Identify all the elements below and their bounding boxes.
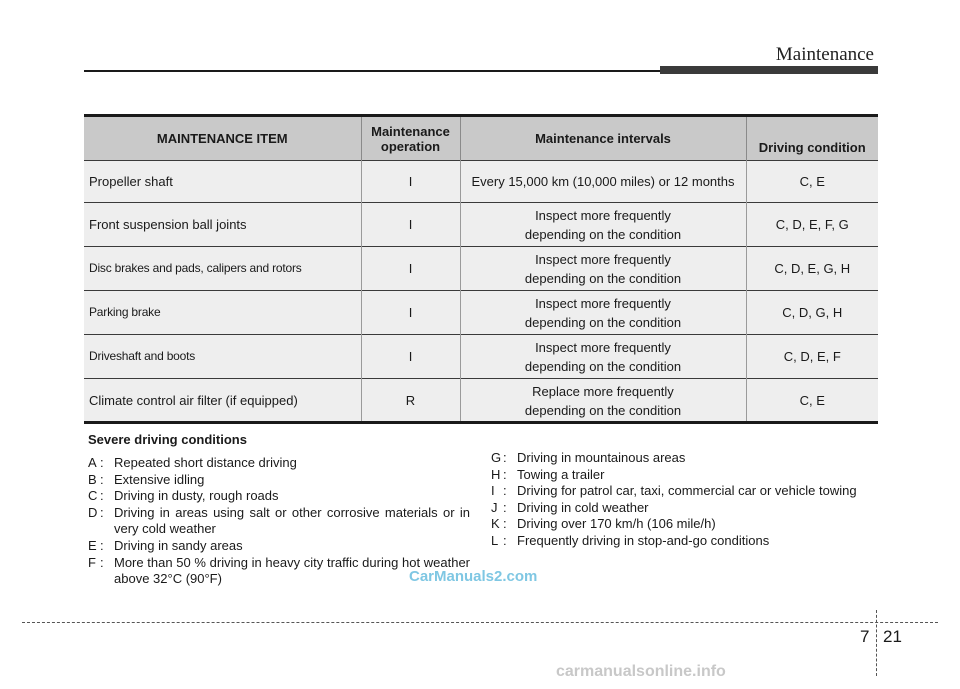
condition-item: D : Driving in areas using salt or other corrosive materials or in very cold weather bbox=[88, 504, 470, 537]
condition-text: Driving in sandy areas bbox=[114, 537, 243, 553]
chapter-number: 7 bbox=[860, 627, 870, 646]
operation-cell: I bbox=[361, 161, 460, 203]
operation-cell: I bbox=[361, 247, 460, 291]
severe-conditions-right bbox=[491, 450, 886, 550]
condition-text: Towing a trailer bbox=[517, 466, 605, 482]
condition-item: K : Driving over 170 km/h (106 mile/h) bbox=[491, 516, 886, 533]
condition-item: C : Driving in dusty, rough roads bbox=[88, 488, 470, 505]
item-cell: Parking brake bbox=[84, 291, 361, 335]
header-maintenance-operation: Maintenance operation bbox=[361, 116, 460, 161]
condition-letter: K bbox=[491, 516, 500, 532]
interval-cell bbox=[460, 161, 746, 203]
condition-letter: F bbox=[88, 554, 96, 570]
watermark-link[interactable]: CarManuals2.com bbox=[409, 568, 538, 585]
table-row bbox=[84, 161, 878, 203]
condition-cell: C, D, E, G, H bbox=[746, 247, 878, 291]
interval-line-2: depending on the condition bbox=[524, 403, 682, 418]
page-number: 21 bbox=[883, 627, 902, 646]
interval-line-2: depending on the condition bbox=[524, 315, 682, 330]
condition-text: Driving in areas using salt or other corrosive materials or in very cold weather bbox=[114, 504, 470, 537]
severe-conditions-title: Severe driving conditions bbox=[88, 432, 247, 447]
condition-cell: C, D, E, F bbox=[746, 335, 878, 379]
operation-cell: I bbox=[361, 335, 460, 379]
condition-cell: C, E bbox=[746, 161, 878, 203]
condition-cell: C, E bbox=[746, 379, 878, 423]
condition-text: Extensive idling bbox=[114, 471, 205, 487]
condition-item: E : Driving in sandy areas bbox=[88, 538, 470, 555]
table-row bbox=[84, 203, 878, 247]
header-maintenance-item: MAINTENANCE ITEM bbox=[84, 116, 361, 161]
operation-cell: I bbox=[361, 291, 460, 335]
interval-line-1: Inspect more frequently bbox=[535, 340, 671, 355]
condition-text: Driving for patrol car, taxi, commercial car or vehicle towing bbox=[517, 483, 857, 499]
condition-item: A : Repeated short distance driving bbox=[88, 455, 470, 472]
condition-letter: I bbox=[491, 483, 495, 499]
item-cell: Front suspension ball joints bbox=[84, 203, 361, 247]
condition-cell: C, D, G, H bbox=[746, 291, 878, 335]
footer-source-watermark: carmanualsonline.info bbox=[556, 663, 726, 680]
interval-line-1: Inspect more frequently bbox=[535, 296, 671, 311]
interval-cell bbox=[460, 335, 746, 379]
interval-cell bbox=[460, 203, 746, 247]
header-rule-accent bbox=[660, 66, 878, 74]
condition-item: J : Driving in cold weather bbox=[491, 500, 886, 517]
header-maintenance-intervals: Maintenance intervals bbox=[460, 116, 746, 161]
maintenance-table bbox=[84, 114, 878, 424]
condition-text: Driving over 170 km/h (106 mile/h) bbox=[517, 516, 716, 532]
table-row bbox=[84, 335, 878, 379]
condition-text: More than 50 % driving in heavy city traffic during hot weather above 32°C (90°F) bbox=[114, 554, 470, 587]
table-row bbox=[84, 379, 878, 423]
condition-letter: G bbox=[491, 450, 502, 465]
condition-letter: H bbox=[491, 466, 501, 482]
condition-item: L : Frequently driving in stop-and-go conditions bbox=[491, 533, 886, 550]
item-cell: Climate control air filter (if equipped) bbox=[84, 379, 361, 423]
condition-item: H : Towing a trailer bbox=[491, 467, 886, 484]
condition-cell: C, D, E, F, G bbox=[746, 203, 878, 247]
condition-text: Frequently driving in stop-and-go conditions bbox=[517, 532, 770, 548]
interval-line-2: depending on the condition bbox=[524, 227, 682, 242]
interval-cell bbox=[460, 379, 746, 423]
condition-item: B : Extensive idling bbox=[88, 472, 470, 489]
condition-item: I : Driving for patrol car, taxi, commercial car or vehicle towing bbox=[491, 483, 886, 500]
condition-letter: L bbox=[491, 532, 499, 548]
table-row bbox=[84, 247, 878, 291]
condition-text: Driving in dusty, rough roads bbox=[114, 488, 279, 504]
condition-item: F : More than 50 % driving in heavy city traffic during hot weather above 32°C (90°F) bbox=[88, 554, 470, 587]
condition-letter: J bbox=[491, 499, 498, 515]
operation-cell: R bbox=[361, 379, 460, 423]
interval-line-1: Inspect more frequently bbox=[535, 208, 671, 223]
interval-line-2: depending on the condition bbox=[524, 271, 682, 286]
item-cell: Propeller shaft bbox=[84, 161, 361, 203]
condition-letter: D bbox=[88, 504, 98, 520]
interval-line-1: Inspect more frequently bbox=[535, 252, 671, 267]
interval-line-1: Replace more frequently bbox=[532, 384, 674, 399]
interval-cell bbox=[460, 291, 746, 335]
section-title: Maintenance bbox=[775, 44, 874, 65]
condition-text: Repeated short distance driving bbox=[114, 455, 297, 470]
interval-cell bbox=[460, 247, 746, 291]
table-row bbox=[84, 291, 878, 335]
footer-page-divider bbox=[876, 610, 877, 676]
condition-text: Driving in cold weather bbox=[517, 499, 649, 515]
condition-letter: E bbox=[88, 537, 97, 553]
header-rule bbox=[84, 70, 660, 72]
table-header-row bbox=[84, 116, 878, 161]
condition-letter: A bbox=[88, 455, 97, 470]
header-driving-condition: Driving condition bbox=[746, 116, 878, 161]
item-cell: Driveshaft and boots bbox=[84, 335, 361, 379]
operation-cell: I bbox=[361, 203, 460, 247]
condition-letter: C bbox=[88, 488, 98, 504]
item-cell: Disc brakes and pads, calipers and rotors bbox=[84, 247, 361, 291]
condition-letter: B bbox=[88, 471, 97, 487]
interval-line-1: Every 15,000 km (10,000 miles) or 12 months bbox=[471, 174, 735, 189]
condition-item: G : Driving in mountainous areas bbox=[491, 450, 886, 467]
condition-text: Driving in mountainous areas bbox=[517, 450, 686, 465]
footer-divider bbox=[22, 622, 938, 623]
interval-line-2: depending on the condition bbox=[524, 359, 682, 374]
